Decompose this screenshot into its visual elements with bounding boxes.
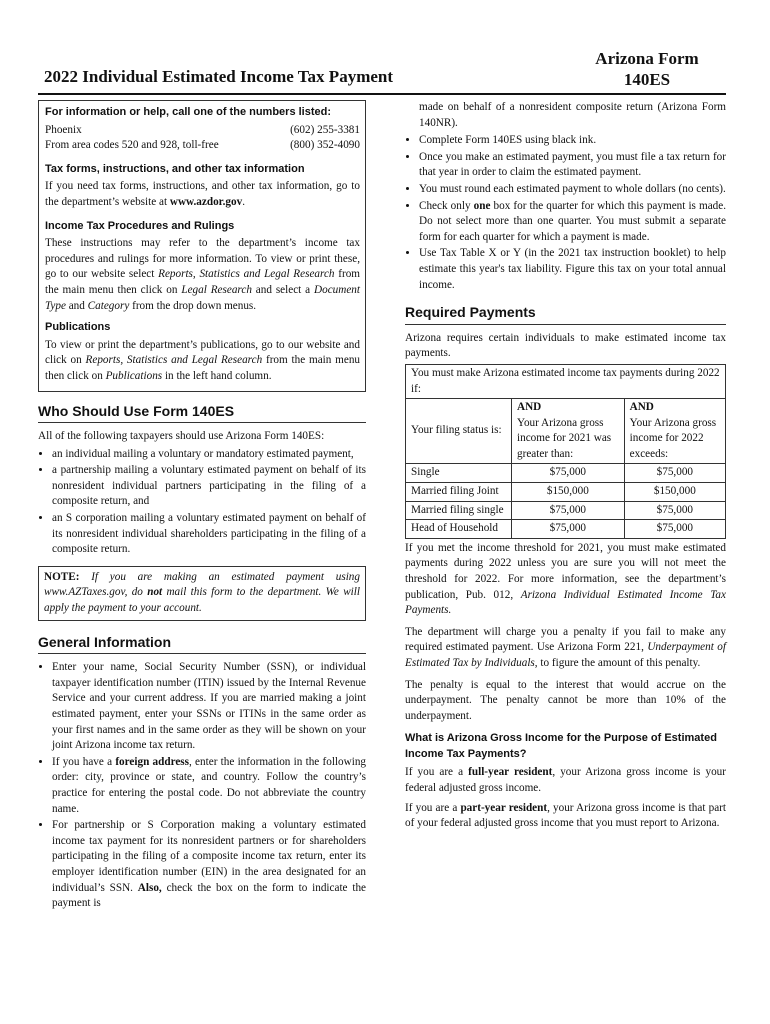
list-item: • Enter your name, Social Security Number (SSN), or individual taxpayer identification number (ITIN) issued by the Internal Revenue Service and your current address. If you are married making a joint estimated payment, enter your SSNs or ITINs in the same order as your first names and in the same order as they will be shown on your joint Arizona income tax return. (52, 660, 366, 754)
document-title: 2022 Individual Estimated Income Tax Payment (44, 67, 394, 86)
who-heading: Who Should Use Form 140ES (38, 404, 366, 424)
table-caption: You must make Arizona estimated income tax payments during 2022 if: (406, 364, 726, 398)
website-link[interactable]: www.azdor.gov (169, 195, 243, 208)
list-item: • Once you make an estimated payment, you must file a tax return for that year in order to claim the estimated payment. (419, 150, 726, 181)
table-cell: $150,000 (512, 483, 625, 502)
phone-place: Phoenix (45, 123, 82, 136)
table-row (406, 483, 726, 502)
header-rule (38, 93, 726, 95)
phone-number: (800) 352-4090 (290, 139, 360, 152)
penalty-limit-paragraph: The penalty is equal to the interest that would accrue on the underpayment. The penalty cannot be more than 10% of the underpayment. (405, 678, 726, 722)
part-year-paragraph: If you are a part-year resident, your Arizona gross income is that part of your federal adjusted gross income that you must report to Arizona. (405, 801, 726, 830)
form-number: 140ES (623, 70, 671, 89)
penalty-paragraph: The department will charge you a penalty if you fail to make any required estimated payment. Use Arizona Form 221, Underpayment of Estimated Tax by Individuals, to figure the amount of this penalty. (405, 625, 726, 669)
phone-row (45, 138, 360, 154)
who-intro: All of the following taxpayers should use Arizona Form 140ES: (38, 430, 325, 443)
gross-income-question: What is Arizona Gross Income for the Purpose of Estimated Income Tax Payments? (405, 732, 717, 761)
list-item: • a partnership mailing a voluntary estimated payment on behalf of its nonresident individual partners participating in the filing of a composite return, and (52, 463, 366, 510)
right-column (405, 100, 726, 834)
list-item: • For partnership or S Corporation making a voluntary estimated income tax payment for its nonresident partners or for shareholders participating in the filing of a composite income tax return, enter its employer identification number (EIN) in the area designated for an individual’s SSN. Also, check the box on the form to indicate the payment is (52, 818, 366, 912)
list-item: • Complete Form 140ES using black ink. (419, 133, 726, 149)
phone-number: (602) 255-3381 (290, 123, 360, 136)
table-row (406, 520, 726, 539)
list-item: • You must round each estimated payment to whole dollars (no cents). (419, 182, 726, 198)
required-heading: Required Payments (405, 305, 726, 325)
phone-row (45, 123, 360, 139)
table-cell: Head of Household (406, 520, 512, 539)
table-cell: $75,000 (624, 520, 725, 539)
table-row (406, 464, 726, 483)
threshold-paragraph: If you met the income threshold for 2021, you must make estimated payments during 2022 unless you are sure you will not meet the threshold for 2022. For more information, see the department’s publication, Pub. 012, Arizona Individual Estimated Income Tax Payments. (405, 541, 726, 617)
table-cell: Married filing single (406, 501, 512, 520)
table-cell: Married filing Joint (406, 483, 512, 502)
table-header-row (406, 399, 726, 464)
table-cell: Single (406, 464, 512, 483)
help-heading: For information or help, call one of the numbers listed: (45, 106, 332, 118)
table-cell: $75,000 (624, 464, 725, 483)
forms-paragraph: If you need tax forms, instructions, and other tax information, go to the department’s website at www.azdor.gov. (45, 180, 360, 208)
full-year-paragraph: If you are a full-year resident, your Arizona gross income is your federal adjusted gross income. (405, 766, 726, 794)
table-header: Your filing status is: (406, 399, 512, 464)
publications-heading: Publications (45, 321, 111, 334)
rulings-heading: Income Tax Procedures and Rulings (45, 219, 235, 232)
threshold-table (405, 364, 726, 539)
list-item: • Use Tax Table X or Y (in the 2021 tax instruction booklet) to help estimate this year's tax liability. Figure this tax on your total annual income. (419, 246, 726, 293)
forms-heading: Tax forms, instructions, and other tax information (45, 162, 305, 175)
general-list-continued (405, 133, 726, 293)
table-cell: $75,000 (512, 520, 625, 539)
list-item: • Check only one box for the quarter for which this payment is made. Do not select more than one quarter. You must submit a separate form for each quarter for which a payment is made. (419, 199, 726, 246)
table-header: AND Your Arizona gross income for 2021 was greater than: (512, 399, 625, 464)
note-box: NOTE: If you are making an estimated payment using www.AZTaxes.gov, do not mail this form to the department. We will apply the payment to your account. (38, 566, 366, 621)
list-item: • an S corporation mailing a voluntary estimated payment on behalf of its nonresident individual shareholders participating in the filing of a composite return. (52, 511, 366, 558)
note-label: NOTE: (44, 570, 80, 583)
table-cell: $75,000 (512, 464, 625, 483)
table-header: AND Your Arizona gross income for 2022 exceeds: (624, 399, 725, 464)
table-cell: $75,000 (512, 501, 625, 520)
form-name (577, 48, 717, 90)
left-column (38, 100, 366, 913)
table-row (406, 501, 726, 520)
phone-place: From area codes 520 and 928, toll-free (45, 139, 219, 152)
list-item: • If you have a foreign address, enter the information in the following order: city, province or state, and country. Follow the country’s practice for entering the postal code. Do not abbreviate the country name. (52, 755, 366, 817)
publications-paragraph: To view or print the department’s publications, go to our website and click on Reports, Statistics and Legal Research from the main menu then click on Publications in the left hand column. (45, 338, 361, 382)
who-list (38, 447, 366, 558)
continued-text: made on behalf of a nonresident composite return (Arizona Form 140NR). (419, 101, 726, 129)
required-intro: Arizona requires certain individuals to make estimated income tax payments. (405, 331, 726, 360)
general-list (38, 660, 366, 912)
general-heading: General Information (38, 635, 366, 655)
table-cell: $75,000 (624, 501, 725, 520)
rulings-paragraph: These instructions may refer to the department’s income tax procedures and rulings for more information. To view or print these, go to our website select Reports, Statistics and Legal Research from the main menu then click on Legal Research and select a Document Type and Category from the drop down menus. (45, 237, 360, 312)
table-cell: $150,000 (624, 483, 725, 502)
list-item: • an individual mailing a voluntary or mandatory estimated payment, (52, 447, 366, 463)
form-name-line1: Arizona Form (595, 49, 699, 68)
help-box (38, 100, 366, 392)
